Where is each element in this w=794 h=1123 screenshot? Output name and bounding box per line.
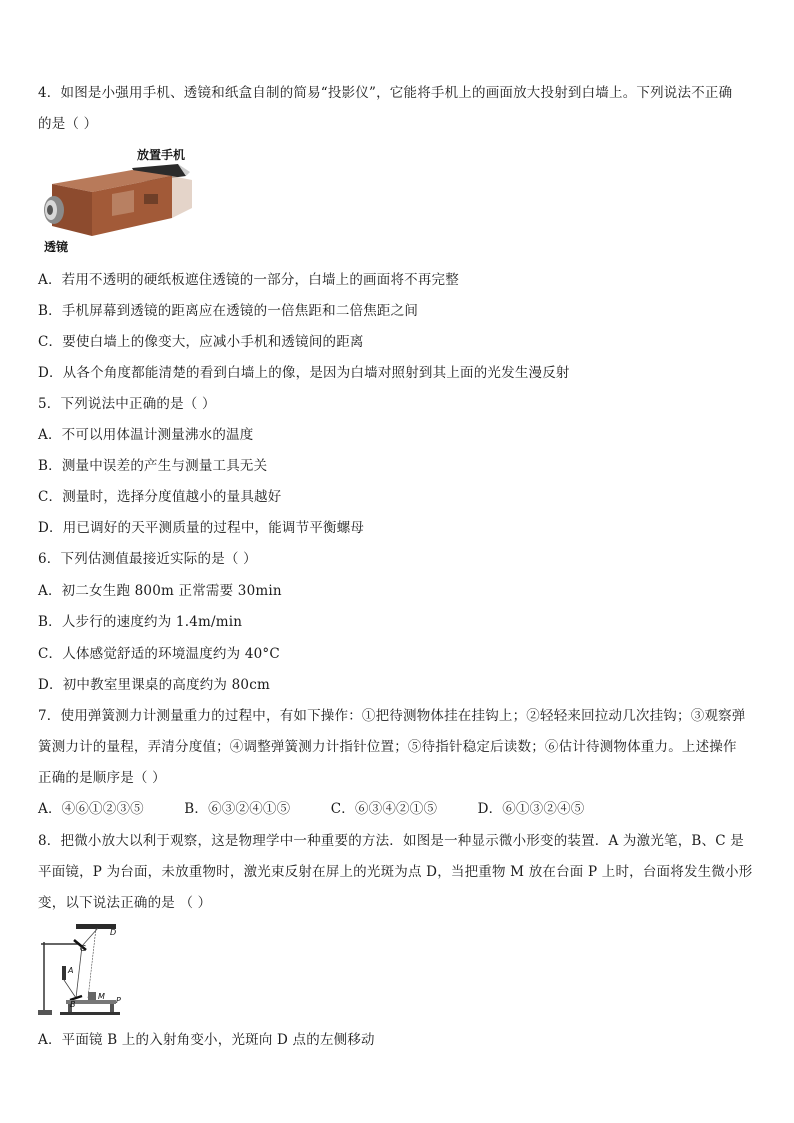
label-b: B bbox=[70, 1000, 76, 1009]
laser-pen-a bbox=[62, 966, 66, 980]
q6-option-d: D．初中教室里课桌的高度约为 80cm bbox=[38, 677, 270, 693]
weight-m bbox=[88, 992, 96, 1000]
q5-option-a: A．不可以用体温计测量沸水的温度 bbox=[38, 427, 254, 443]
label-lens: 透镜 bbox=[44, 240, 69, 254]
label-m: M bbox=[98, 992, 105, 1001]
q8-stem-line2: 平面镜，P 为台面，未放重物时，激光束反射在屏上的光斑为点 D，当把重物 M 放在台面 P 上时，台面将发生微小形 bbox=[38, 864, 753, 880]
q6-option-a: A．初二女生跑 800m 正常需要 30min bbox=[38, 583, 282, 599]
q8-option-a: A．平面镜 B 上的入射角变小，光斑向 D 点的左侧移动 bbox=[38, 1032, 375, 1048]
label-d: D bbox=[110, 928, 117, 937]
q4-option-c: C．要使白墙上的像变大，应减小手机和透镜间的距离 bbox=[38, 334, 364, 350]
q7-options: A．④⑥①②③⑤ B．⑥③②④①⑤ C．⑥③④②①⑤ D．⑥①③②④⑤ bbox=[38, 801, 585, 817]
q6-option-b: B．人步行的速度约为 1.4m/min bbox=[38, 614, 243, 630]
q4-option-d: D．从各个角度都能清楚的看到白墙上的像，是因为白墙对照射到其上面的光发生漫反射 bbox=[38, 365, 570, 381]
q7-stem-line3: 正确的是顺序是（ ） bbox=[38, 770, 166, 786]
q4-option-b: B．手机屏幕到透镜的距离应在透镜的一倍焦距和二倍焦距之间 bbox=[38, 303, 419, 319]
q5-option-c: C．测量时，选择分度值越小的量具越好 bbox=[38, 489, 282, 505]
q4-stem-line1: 4．如图是小强用手机、透镜和纸盒自制的简易“投影仪”，它能将手机上的画面放大投射到白墙上。下列说法不正确 bbox=[38, 85, 733, 101]
q8-stem-line3: 变，以下说法正确的是 （ ） bbox=[38, 895, 212, 911]
q6-option-c: C．人体感觉舒适的环境温度约为 40°C bbox=[38, 646, 280, 662]
q8-stem-line1: 8．把微小放大以利于观察，这是物理学中一种重要的方法．如图是一种显示微小形变的装置．A 为激光笔，B、C 是 bbox=[38, 833, 744, 849]
q5-option-d: D．用已调好的天平测质量的过程中，能调节平衡螺母 bbox=[38, 520, 365, 536]
label-place-phone: 放置手机 bbox=[137, 148, 186, 162]
q6-stem: 6．下列估测值最接近实际的是（ ） bbox=[38, 551, 257, 567]
q7-stem-line1: 7．使用弹簧测力计测量重力的过程中，有如下操作：①把待测物体挂在挂钩上；②轻轻来回拉动几次挂钩；③观察弹 bbox=[38, 708, 746, 724]
q4-projector-figure bbox=[40, 146, 200, 254]
q4-option-a: A．若用不透明的硬纸板遮住透镜的一部分，白墙上的画面将不再完整 bbox=[38, 272, 459, 288]
q5-option-b: B．测量中误差的产生与测量工具无关 bbox=[38, 458, 268, 474]
label-c: C bbox=[80, 944, 86, 953]
label-a: A bbox=[68, 966, 74, 975]
label-p: P bbox=[116, 996, 121, 1005]
q7-stem-line2: 簧测力计的量程，弄清分度值；④调整弹簧测力计指针位置；⑤待指针稳定后读数；⑥估计待测物体重力。上述操作 bbox=[38, 739, 737, 755]
q4-stem-line2: 的是（ ） bbox=[38, 116, 98, 132]
q8-deformation-apparatus-figure bbox=[36, 922, 126, 1018]
q5-stem: 5．下列说法中正确的是（ ） bbox=[38, 396, 216, 412]
